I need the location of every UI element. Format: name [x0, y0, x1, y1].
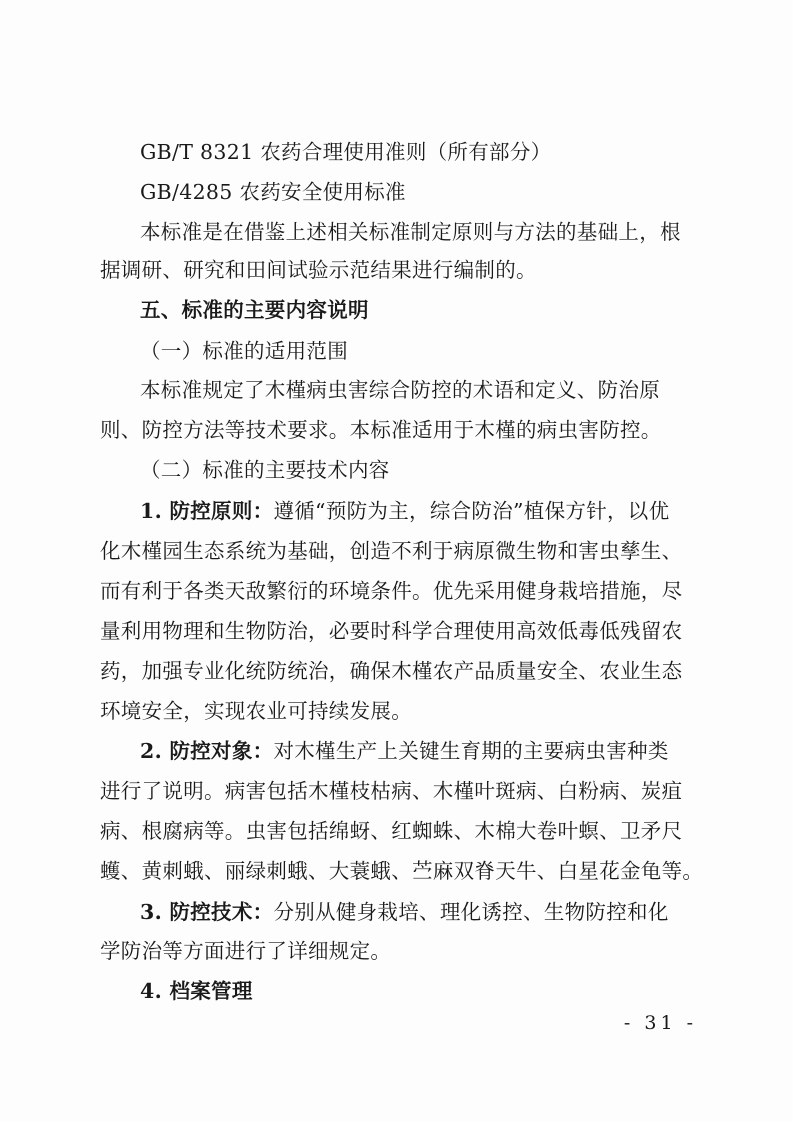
target-text: 对木槿生产上关键生育期的主要病虫害种类: [273, 739, 669, 763]
paragraph-principle-line-3: 而有利于各类天敌繁衍的环境条件。优先采用健身栽培措施，尽: [100, 579, 683, 603]
paragraph-scope-line-2: 则、防控方法等技术要求。本标准适用于木槿的病虫害防控。: [100, 418, 662, 442]
subsection-heading-scope: （一）标准的适用范围: [140, 339, 348, 363]
technique-text: 分别从健身栽培、理化诱控、生物防控和化: [273, 900, 669, 924]
paragraph-technique-line-2: 学防治等方面进行了详细规定。: [100, 939, 392, 963]
paragraph-target-line-1: [140, 737, 700, 765]
section-heading-main-content: 五、标准的主要内容说明: [140, 298, 369, 322]
paragraph-principle-line-4: 量利用物理和生物防治，必要时科学合理使用高效低毒低残留农: [100, 619, 683, 643]
lead-technique: 3. 防控技术：: [140, 900, 274, 924]
paragraph-target-line-3: 病、根腐病等。虫害包括绵蚜、红蜘蛛、木棉大卷叶螟、卫矛尺: [100, 819, 683, 843]
paragraph-principle-line-2: 化木槿园生态系统为基础，创造不利于病原微生物和害虫孳生、: [100, 539, 683, 563]
subsection-heading-technical-content: （二）标准的主要技术内容: [140, 458, 390, 482]
heading-archive-management: 4. 档案管理: [140, 979, 253, 1003]
principle-text: 遵循“预防为主，综合防治”植保方针，以优: [273, 499, 670, 523]
paragraph-target-line-4: 蠖、黄刺蛾、丽绿刺蛾、大蓑蛾、苎麻双脊天牛、白星花金龟等。: [100, 859, 704, 883]
lead-target: 2. 防控对象：: [140, 739, 274, 763]
reference-gb-4285: GB/4285 农药安全使用标准: [140, 180, 406, 204]
paragraph-basis-line-1: 本标准是在借鉴上述相关标准制定原则与方法的基础上，根: [140, 220, 681, 244]
paragraph-scope-line-1: 本标准规定了木槿病虫害综合防控的术语和定义、防治原: [140, 378, 660, 402]
paragraph-principle-line-6: 环境安全，实现农业可持续发展。: [100, 699, 412, 723]
page-number: - 31 -: [623, 1012, 697, 1034]
paragraph-basis-line-2: 据调研、研究和田间试验示范结果进行编制的。: [100, 258, 537, 282]
paragraph-target-line-2: 进行了说明。病害包括木槿枝枯病、木槿叶斑病、白粉病、炭疽: [100, 779, 683, 803]
lead-principle: 1. 防控原则：: [140, 499, 274, 523]
paragraph-principle-line-1: [140, 497, 700, 525]
reference-gb-t-8321: GB/T 8321 农药合理使用准则（所有部分）: [140, 140, 552, 164]
paragraph-principle-line-5: 药，加强专业化统防统治，确保木槿农产品质量安全、农业生态: [100, 659, 683, 683]
paragraph-technique-line-1: [140, 898, 700, 926]
